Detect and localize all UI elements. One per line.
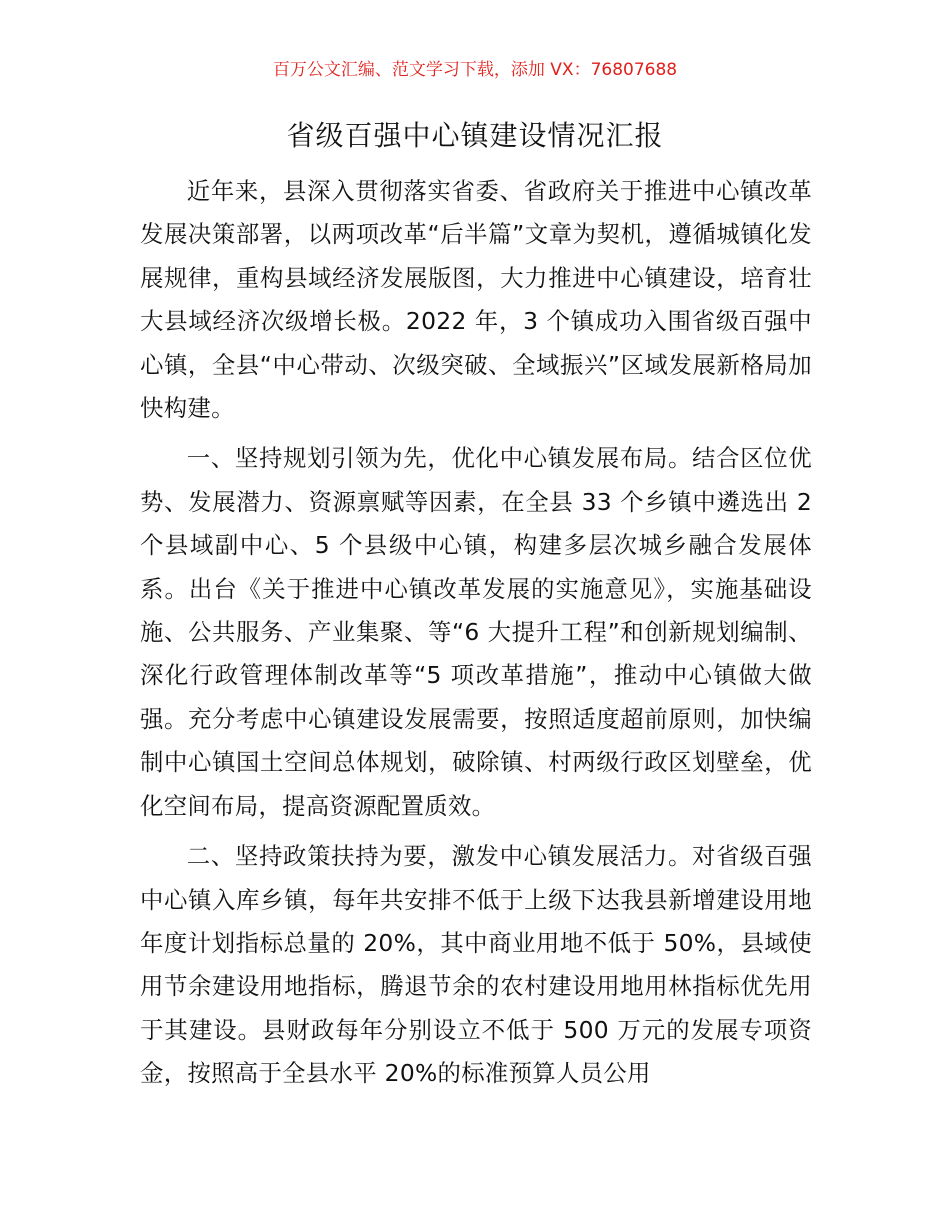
paragraph-policy: 二、坚持政策扶持为要，激发中心镇发展活力。对省级百强中心镇入库乡镇，每年共安排不低于上级下达我县新增建设用地年度计划指标总量的 20%，其中商业用地不低于 50%，县域使用节余建设用地指标，腾退节余的农村建设用地用林指标优先用于其建设。县财政每年分别设立不低于 500 万元的发展专项资金，按照高于全县水平 20%的标准预算人员公用 <box>140 842 812 1088</box>
document-body <box>140 170 812 1103</box>
paragraph-planning: 一、坚持规划引领为先，优化中心镇发展布局。结合区位优势、发展潜力、资源禀赋等因素，在全县 33 个乡镇中遴选出 2 个县域副中心、5 个县级中心镇，构建多层次城乡融合发展体系。出台《关于推进中心镇改革发展的实施意见》，实施基础设施、公共服务、产业集聚、等“6 大提升工程”和创新规划编制、深化行政管理体制改革等“5 项改革措施”，推动中心镇做大做强。充分考虑中心镇建设发展需要，按照适度超前原则，加快编制中心镇国土空间总体规划，破除镇、村两级行政区划壁垒，优化空间布局，提高资源配置质效。 <box>140 444 812 820</box>
paragraph-intro: 近年来，县深入贯彻落实省委、省政府关于推进中心镇改革发展决策部署，以两项改革“后半篇”文章为契机，遵循城镇化发展规律，重构县域经济发展版图，大力推进中心镇建设，培育壮大县域经济次级增长极。2022 年，3 个镇成功入围省级百强中心镇，全县“中心带动、次级突破、全域振兴”区域发展新格局加快构建。 <box>140 177 812 423</box>
document-title: 省级百强中心镇建设情况汇报 <box>286 119 664 152</box>
watermark-banner: 百万公文汇编、范文学习下载，添加 VX：76807688 <box>272 60 678 80</box>
